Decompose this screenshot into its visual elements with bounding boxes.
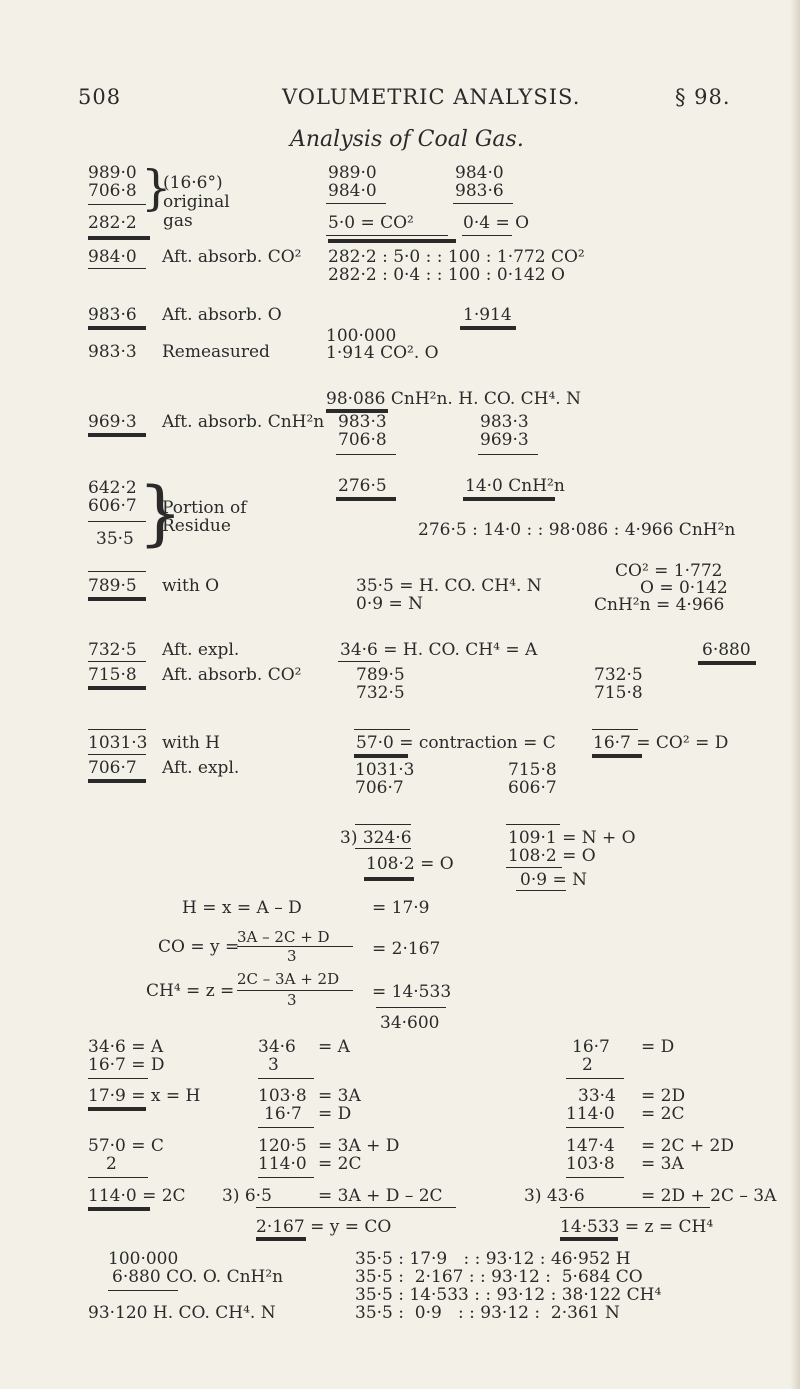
underline	[463, 497, 555, 501]
figure: 984·0	[328, 181, 377, 201]
formula-value: = 17·9	[372, 898, 430, 918]
table-title: Analysis of Coal Gas.	[290, 127, 524, 152]
figure: 282·2	[88, 213, 137, 233]
rule	[376, 1007, 446, 1008]
label: with O	[162, 576, 220, 596]
rule	[88, 754, 146, 755]
figure: 114·0	[258, 1154, 307, 1174]
equation: 0·9 = N	[356, 594, 423, 614]
figure: 732·5	[356, 683, 405, 703]
rule	[462, 235, 512, 236]
rule	[560, 1207, 710, 1208]
equation: = 2C	[641, 1104, 685, 1124]
rule	[88, 268, 146, 269]
underline	[88, 1207, 150, 1211]
rule	[355, 848, 411, 849]
rule	[478, 454, 538, 455]
rule	[256, 1207, 456, 1208]
brace-icon: }	[138, 472, 183, 554]
formula-value: = 14·533	[372, 982, 452, 1002]
rule	[354, 729, 410, 730]
figure: 983·6	[88, 305, 137, 325]
equation: 57·0 = contraction = C	[356, 733, 556, 753]
result: O = 0·142	[640, 578, 728, 598]
equation: = A	[318, 1037, 350, 1057]
figure: 706·8	[338, 430, 387, 450]
numerator: 2C – 3A + 2D	[237, 970, 340, 988]
figure: 789·5	[88, 576, 137, 596]
rule	[88, 571, 146, 572]
rule	[566, 1078, 624, 1079]
figure: 103·8	[258, 1086, 307, 1106]
underline	[354, 754, 408, 758]
page-number: 508	[78, 85, 122, 109]
proportion: 35·5 : 2·167 : : 93·12 : 5·684 CO	[355, 1267, 643, 1287]
formula-h: H = x = A – D	[182, 898, 302, 918]
label: Aft. absorb. O	[162, 305, 282, 325]
figure: 147·4	[566, 1136, 615, 1156]
figure: 732·5	[594, 665, 643, 685]
rule	[258, 1127, 314, 1128]
result: 14·533 = z = CH⁴	[560, 1217, 714, 1237]
figure: 34·600	[380, 1013, 440, 1033]
rule	[88, 729, 146, 730]
rule	[355, 824, 411, 825]
rule	[326, 203, 386, 204]
figure: 100·000	[108, 1249, 179, 1269]
label: Portion of	[162, 498, 247, 518]
rule	[258, 1177, 314, 1178]
proportion: 35·5 : 17·9 : : 93·12 : 46·952 H	[355, 1249, 631, 1269]
label: Aft. expl.	[162, 640, 240, 660]
label: (16·6°)	[163, 173, 223, 193]
figure: 983·3	[88, 342, 137, 362]
rule	[592, 729, 638, 730]
rule	[326, 235, 448, 236]
result: CO² = 1·772	[615, 561, 723, 581]
denominator: 3	[287, 991, 297, 1009]
label: Aft. expl.	[162, 758, 240, 778]
figure: 35·5	[96, 529, 134, 549]
denominator: 3	[287, 947, 297, 965]
underline	[88, 326, 146, 330]
figure: 34·6	[258, 1037, 296, 1057]
figure: 715·8	[508, 760, 557, 780]
underline	[560, 1237, 618, 1241]
result: 2·167 = y = CO	[256, 1217, 392, 1237]
rule	[566, 1127, 624, 1128]
rule	[453, 203, 513, 204]
underline	[364, 877, 414, 881]
page-edge-shadow	[790, 0, 800, 1389]
equation: = D	[318, 1104, 352, 1124]
rule	[88, 661, 146, 662]
numerator: 3A – 2C + D	[237, 928, 330, 946]
figure: 34·6 = A	[88, 1037, 164, 1057]
figure: 120·5	[258, 1136, 307, 1156]
label: gas	[163, 211, 193, 231]
rule	[108, 1290, 178, 1291]
running-title: VOLUMETRIC ANALYSIS.	[282, 85, 581, 109]
proportion: 282·2 : 0·4 : : 100 : 0·142 O	[328, 265, 565, 285]
rule	[338, 661, 380, 662]
figure: 969·3	[88, 412, 137, 432]
equation: 34·6 = H. CO. CH⁴ = A	[340, 640, 538, 660]
underline	[88, 779, 146, 783]
rule	[566, 1177, 624, 1178]
figure: 3) 43·6	[524, 1186, 585, 1206]
figure: 715·8	[594, 683, 643, 703]
figure: 114·0	[566, 1104, 615, 1124]
label: Residue	[162, 516, 231, 536]
brace-icon: }	[141, 160, 172, 216]
underline	[88, 433, 146, 437]
equation: 114·0 = 2C	[88, 1186, 186, 1206]
equation: = 2D + 2C – 3A	[641, 1186, 777, 1206]
proportion: 282·2 : 5·0 : : 100 : 1·772 CO²	[328, 247, 585, 267]
equation: 57·0 = C	[88, 1136, 164, 1156]
figure: 93·120 H. CO. CH⁴. N	[88, 1303, 276, 1323]
equation: 98·086 CnH²n. H. CO. CH⁴. N	[326, 389, 581, 409]
equation: 17·9 = x = H	[88, 1086, 201, 1106]
rule	[258, 1078, 314, 1079]
label: Aft. absorb. CO²	[162, 665, 302, 685]
figure: 983·3	[338, 412, 387, 432]
underline	[460, 326, 516, 330]
figure: 706·7	[355, 778, 404, 798]
rule	[88, 204, 146, 205]
section-number: § 98.	[675, 85, 731, 109]
figure: 6·880 CO. O. CnH²n	[112, 1267, 284, 1287]
figure: 1·914	[463, 305, 512, 325]
figure: 606·7	[508, 778, 557, 798]
equation: = 3A + D – 2C	[318, 1186, 443, 1206]
rule	[336, 454, 396, 455]
proportion: 35·5 : 14·533 : : 93·12 : 38·122 CH⁴	[355, 1285, 662, 1305]
equation: = 3A	[641, 1154, 684, 1174]
label: with H	[162, 733, 220, 753]
underline	[88, 236, 150, 240]
figure: 2	[106, 1154, 117, 1174]
figure: 33·4	[578, 1086, 616, 1106]
rule	[88, 1078, 148, 1079]
equation: 16·7 = CO² = D	[593, 733, 729, 753]
figure: 969·3	[480, 430, 529, 450]
underline	[256, 1237, 306, 1241]
underline	[88, 597, 146, 601]
figure: 984·0	[455, 163, 504, 183]
figure: 1031·3	[355, 760, 415, 780]
figure: 100·000	[326, 326, 397, 346]
figure: 3) 6·5	[222, 1186, 272, 1206]
figure: 789·5	[356, 665, 405, 685]
equation: 0·9 = N	[520, 870, 587, 890]
underline	[336, 497, 396, 501]
figure: 732·5	[88, 640, 137, 660]
rule	[88, 1177, 148, 1178]
figure: 715·8	[88, 665, 137, 685]
formula-co: CO = y =	[158, 937, 240, 957]
equation: = 3A + D	[318, 1136, 400, 1156]
label: Remeasured	[162, 342, 270, 362]
figure: 984·0	[88, 247, 137, 267]
underline	[88, 1107, 146, 1111]
figure: 3) 324·6	[340, 828, 412, 848]
figure: 983·6	[455, 181, 504, 201]
figure: 989·0	[328, 163, 377, 183]
underline	[88, 686, 146, 690]
proportion: 276·5 : 14·0 : : 98·086 : 4·966 CnH²n	[418, 520, 736, 540]
equation: = D	[641, 1037, 675, 1057]
formula-ch4: CH⁴ = z =	[146, 981, 235, 1001]
figure: 1031·3	[88, 733, 148, 753]
equation: 0·4 = O	[463, 213, 530, 233]
figure: 16·7 = D	[88, 1055, 165, 1075]
equation: = 2C + 2D	[641, 1136, 734, 1156]
figure: 983·3	[480, 412, 529, 432]
figure: 989·0	[88, 163, 137, 183]
figure: 706·7	[88, 758, 137, 778]
underline	[592, 754, 642, 758]
equation: = 3A	[318, 1086, 361, 1106]
rule	[516, 890, 566, 891]
label: Aft. absorb. CO²	[162, 247, 302, 267]
result: CnH²n = 4·966	[594, 595, 725, 615]
label: original	[163, 192, 230, 212]
equation: = 2D	[641, 1086, 686, 1106]
figure: 606·7	[88, 496, 137, 516]
underline	[698, 661, 756, 665]
equation: 109·1 = N + O	[508, 828, 636, 848]
rule	[506, 867, 562, 868]
equation: 108·2 = O	[366, 854, 454, 874]
equation: 108·2 = O	[508, 846, 596, 866]
figure: 1·914 CO². O	[326, 343, 439, 363]
figure: 16·7	[572, 1037, 610, 1057]
figure: 3	[268, 1055, 279, 1075]
figure: 706·8	[88, 181, 137, 201]
equation: = 2C	[318, 1154, 362, 1174]
underline	[328, 239, 456, 243]
figure: 16·7	[264, 1104, 302, 1124]
label: Aft. absorb. CnH²n	[162, 412, 325, 432]
equation: 35·5 = H. CO. CH⁴. N	[356, 576, 542, 596]
rule	[506, 824, 560, 825]
equation: 5·0 = CO²	[328, 213, 414, 233]
figure: 103·8	[566, 1154, 615, 1174]
figure: 642·2	[88, 478, 137, 498]
figure: 276·5	[338, 476, 387, 496]
figure: 14·0 CnH²n	[465, 476, 565, 496]
result: 6·880	[702, 640, 751, 660]
formula-value: = 2·167	[372, 939, 441, 959]
proportion: 35·5 : 0·9 : : 93·12 : 2·361 N	[355, 1303, 620, 1323]
figure: 2	[582, 1055, 593, 1075]
